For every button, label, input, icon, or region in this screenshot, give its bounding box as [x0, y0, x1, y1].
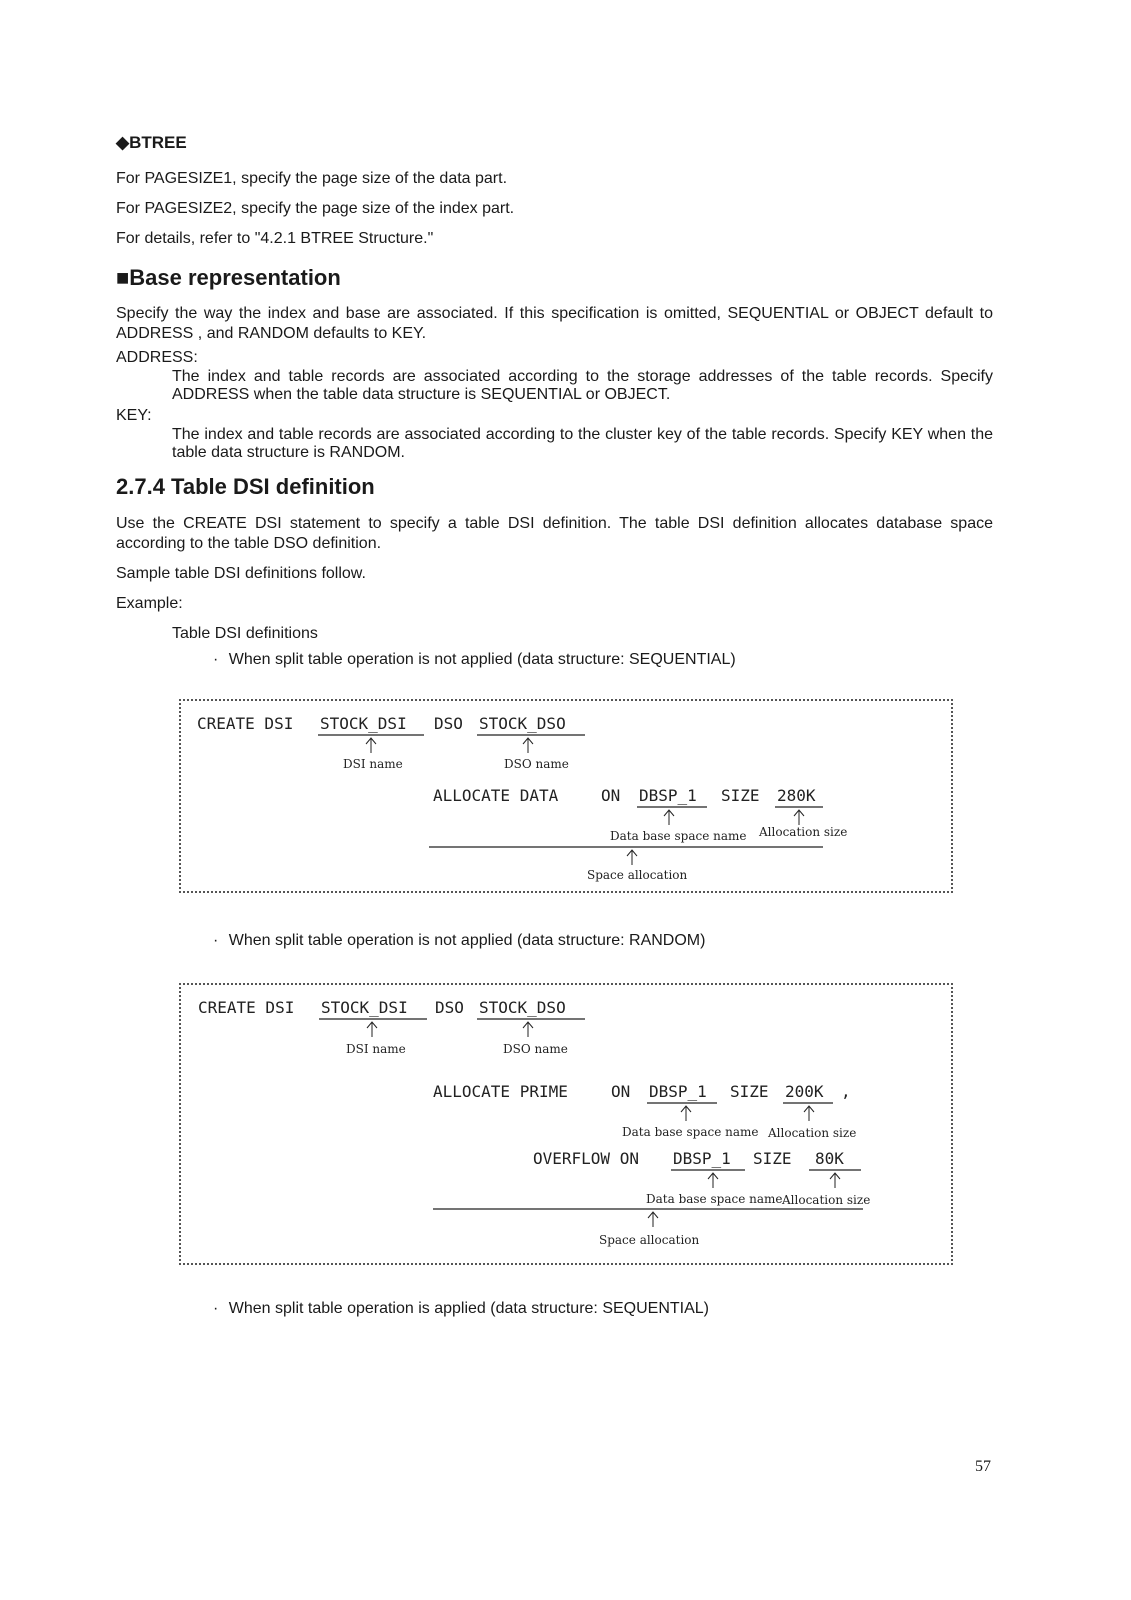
base-representation-heading: ■Base representation	[116, 265, 341, 290]
overflow-on-keyword: OVERFLOW ON	[533, 1149, 639, 1168]
up-arrow-icon	[648, 1212, 658, 1227]
base-representation-intro: Specify the way the index and base are associated. If this specification is omitted, SEQUENTIAL or OBJECT default to ADDRESS , and RANDOM defaults to KEY.	[116, 305, 993, 342]
bullet-item-1	[213, 650, 736, 670]
bullet-item-3	[213, 1299, 709, 1319]
size-value: 280K	[777, 786, 816, 805]
up-arrow-icon	[367, 1022, 377, 1037]
key-description: The index and table records are associated according to the cluster key of the table records. Specify KEY when the table data structure is RANDOM.	[172, 426, 993, 461]
bullet-mark: ·	[213, 932, 219, 949]
address-term: ADDRESS:	[116, 349, 198, 366]
dbsp-value: DBSP_1	[649, 1082, 707, 1101]
up-arrow-icon	[627, 850, 637, 865]
space-allocation-label: Space allocation	[587, 868, 688, 882]
up-arrow-icon	[708, 1173, 718, 1188]
comma: ,	[841, 1082, 851, 1101]
btree-line-3: For details, refer to "4.2.1 BTREE Structure."	[116, 230, 434, 247]
overflow-allocation-size-label: Allocation size	[782, 1193, 871, 1207]
up-arrow-icon	[804, 1106, 814, 1121]
bullet-mark: ·	[213, 651, 219, 668]
up-arrow-icon	[830, 1173, 840, 1188]
bullet-text: When split table operation is applied (data structure: SEQUENTIAL)	[228, 1300, 710, 1317]
dbsp-value: DBSP_1	[639, 786, 697, 805]
diagram-random	[179, 983, 953, 1265]
overflow-dbsp-value: DBSP_1	[673, 1149, 731, 1168]
overflow-database-space-name-label: Data base space name	[646, 1192, 783, 1206]
create-dsi-keyword: CREATE DSI	[198, 998, 295, 1017]
on-keyword: ON	[611, 1082, 631, 1101]
btree-line-1: For PAGESIZE1, specify the page size of the data part.	[116, 170, 508, 187]
dso-name-label: DSO name	[503, 1042, 568, 1056]
database-space-name-label: Data base space name	[622, 1125, 759, 1139]
key-term: KEY:	[116, 407, 152, 424]
up-arrow-icon	[366, 738, 376, 753]
bullet-text: When split table operation is not applied (data structure: RANDOM)	[228, 932, 706, 949]
size-keyword: SIZE	[721, 786, 760, 805]
database-space-name-label: Data base space name	[610, 829, 747, 843]
dso-name-value: STOCK_DSO	[479, 714, 566, 733]
example-label: Example:	[116, 595, 183, 612]
diagram-sequential	[179, 699, 953, 893]
bullet-item-2	[213, 931, 705, 951]
dsi-name-value: STOCK_DSI	[321, 998, 408, 1017]
section-heading: 2.7.4 Table DSI definition	[116, 474, 375, 499]
allocate-data-keyword: ALLOCATE DATA	[433, 786, 559, 805]
dsi-name-label: DSI name	[343, 757, 403, 771]
up-arrow-icon	[523, 738, 533, 753]
address-description: The index and table records are associated according to the storage addresses of the table records. Specify ADDRESS when the table data structure is SEQUENTIAL or OBJECT.	[172, 368, 993, 403]
up-arrow-icon	[523, 1022, 533, 1037]
btree-heading: ◆BTREE	[116, 133, 187, 152]
bullet-mark: ·	[213, 1300, 219, 1317]
on-keyword: ON	[601, 786, 621, 805]
table-dsi-definitions-label: Table DSI definitions	[172, 625, 318, 642]
page-number: 57	[975, 1458, 991, 1475]
up-arrow-icon	[681, 1106, 691, 1121]
dsi-name-label: DSI name	[346, 1042, 406, 1056]
size-keyword: SIZE	[730, 1082, 769, 1101]
dso-keyword: DSO	[435, 998, 464, 1017]
space-allocation-label: Space allocation	[599, 1233, 700, 1247]
allocate-prime-keyword: ALLOCATE PRIME	[433, 1082, 568, 1101]
dso-keyword: DSO	[434, 714, 463, 733]
dso-name-value: STOCK_DSO	[479, 998, 566, 1017]
section-intro: Use the CREATE DSI statement to specify a table DSI definition. The table DSI definition allocates database space according to the table DSO definition.	[116, 515, 993, 552]
overflow-size-keyword: SIZE	[753, 1149, 792, 1168]
allocation-size-label: Allocation size	[759, 825, 848, 839]
dsi-name-value: STOCK_DSI	[320, 714, 407, 733]
up-arrow-icon	[664, 810, 674, 825]
bullet-text: When split table operation is not applied (data structure: SEQUENTIAL)	[228, 651, 736, 668]
create-dsi-keyword: CREATE DSI	[197, 714, 294, 733]
sample-line: Sample table DSI definitions follow.	[116, 565, 366, 582]
dso-name-label: DSO name	[504, 757, 569, 771]
size-value: 200K	[785, 1082, 824, 1101]
btree-line-2: For PAGESIZE2, specify the page size of the index part.	[116, 200, 515, 217]
up-arrow-icon	[794, 810, 804, 825]
overflow-size-value: 80K	[815, 1149, 844, 1168]
allocation-size-label: Allocation size	[768, 1126, 857, 1140]
